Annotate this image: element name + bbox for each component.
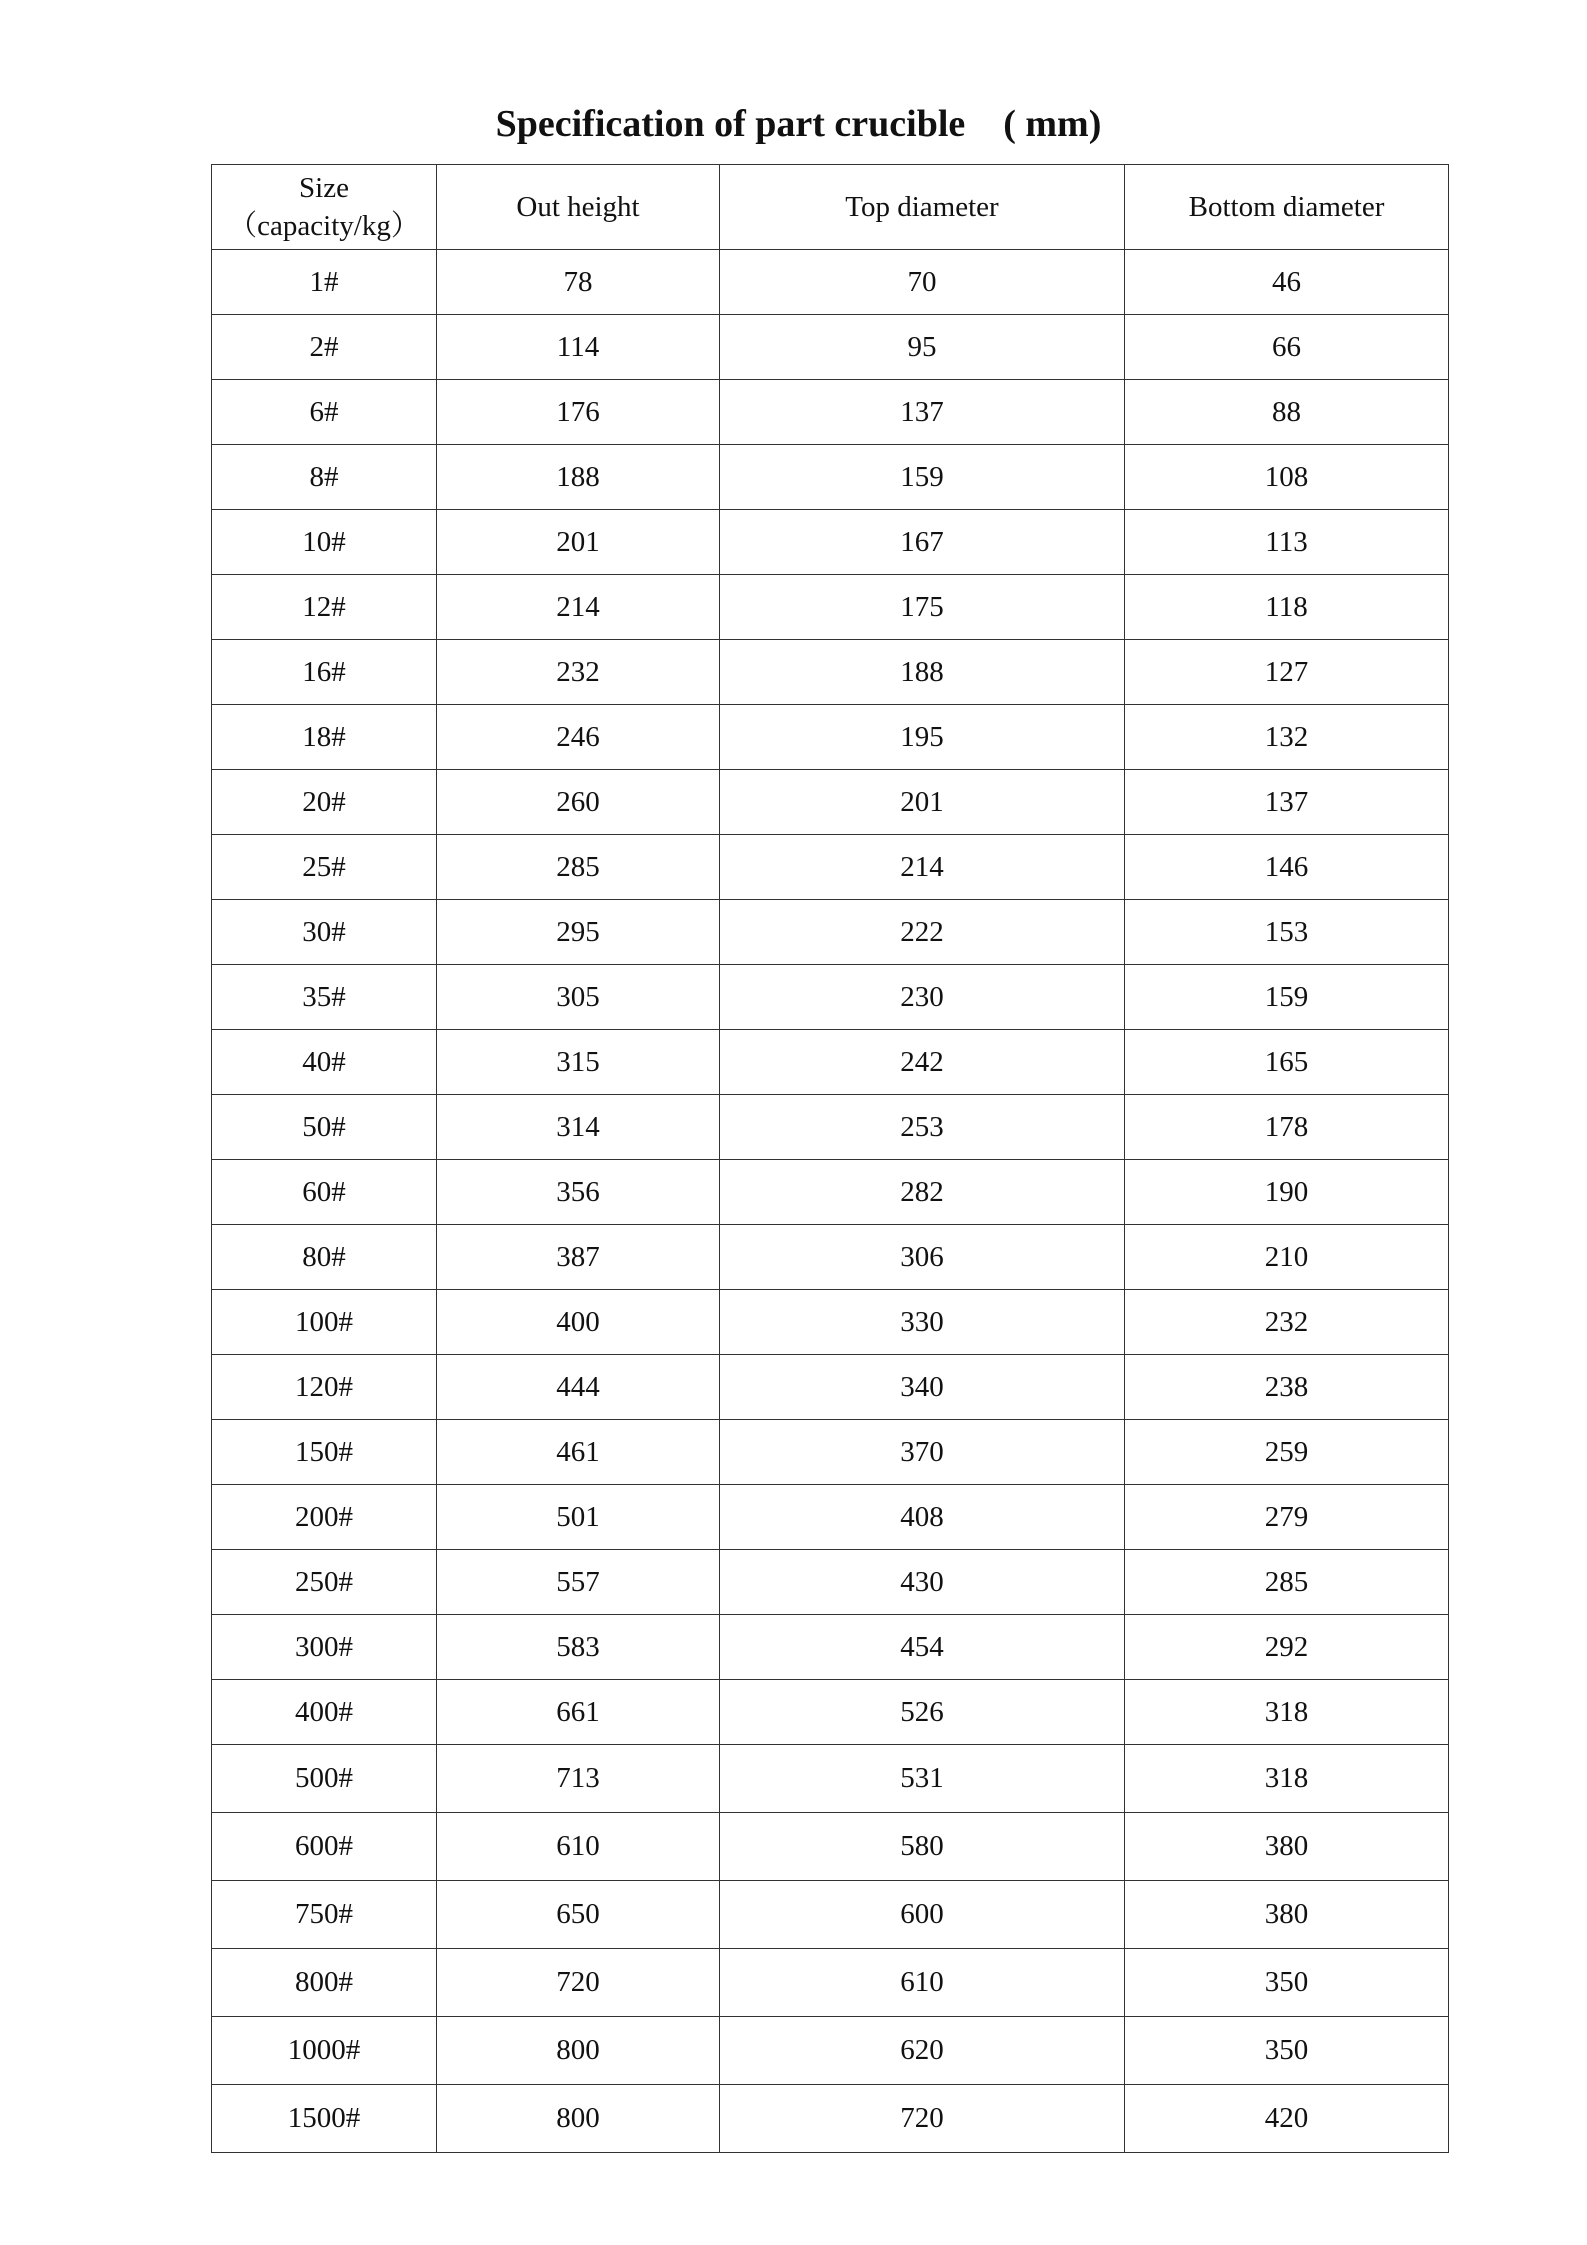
header-size (212, 165, 437, 250)
cell-bottom-diameter: 113 (1125, 510, 1449, 575)
table-row (212, 2017, 1449, 2085)
cell-size: 50# (212, 1095, 437, 1160)
cell-top-diameter: 408 (720, 1485, 1125, 1550)
table-row (212, 1225, 1449, 1290)
cell-out-height: 295 (437, 900, 720, 965)
cell-size: 8# (212, 445, 437, 510)
table-row (212, 380, 1449, 445)
cell-top-diameter: 242 (720, 1030, 1125, 1095)
cell-size: 1500# (212, 2085, 437, 2153)
table-row (212, 510, 1449, 575)
cell-out-height: 176 (437, 380, 720, 445)
cell-top-diameter: 430 (720, 1550, 1125, 1615)
cell-bottom-diameter: 88 (1125, 380, 1449, 445)
cell-size: 200# (212, 1485, 437, 1550)
cell-top-diameter: 340 (720, 1355, 1125, 1420)
cell-top-diameter: 580 (720, 1813, 1125, 1881)
table-row (212, 1485, 1449, 1550)
cell-out-height: 610 (437, 1813, 720, 1881)
title-text: Specification of part crucible (495, 103, 966, 145)
cell-size: 30# (212, 900, 437, 965)
cell-bottom-diameter: 165 (1125, 1030, 1449, 1095)
cell-top-diameter: 195 (720, 705, 1125, 770)
cell-bottom-diameter: 137 (1125, 770, 1449, 835)
cell-top-diameter: 214 (720, 835, 1125, 900)
cell-out-height: 305 (437, 965, 720, 1030)
cell-size: 600# (212, 1813, 437, 1881)
cell-bottom-diameter: 420 (1125, 2085, 1449, 2153)
cell-top-diameter: 175 (720, 575, 1125, 640)
cell-out-height: 232 (437, 640, 720, 705)
cell-out-height: 214 (437, 575, 720, 640)
cell-size: 60# (212, 1160, 437, 1225)
cell-out-height: 444 (437, 1355, 720, 1420)
cell-top-diameter: 253 (720, 1095, 1125, 1160)
header-size-unit: （capacity/kg） (228, 210, 420, 242)
cell-top-diameter: 370 (720, 1420, 1125, 1485)
cell-size: 400# (212, 1680, 437, 1745)
cell-size: 250# (212, 1550, 437, 1615)
cell-bottom-diameter: 66 (1125, 315, 1449, 380)
cell-size: 25# (212, 835, 437, 900)
cell-size: 40# (212, 1030, 437, 1095)
cell-out-height: 461 (437, 1420, 720, 1485)
header-size-label: Size (299, 172, 349, 204)
cell-top-diameter: 282 (720, 1160, 1125, 1225)
table-row (212, 250, 1449, 315)
cell-size: 10# (212, 510, 437, 575)
table-row (212, 445, 1449, 510)
cell-bottom-diameter: 380 (1125, 1881, 1449, 1949)
cell-size: 750# (212, 1881, 437, 1949)
table-row (212, 1160, 1449, 1225)
table-row (212, 770, 1449, 835)
cell-bottom-diameter: 232 (1125, 1290, 1449, 1355)
cell-top-diameter: 600 (720, 1881, 1125, 1949)
cell-size: 150# (212, 1420, 437, 1485)
cell-out-height: 400 (437, 1290, 720, 1355)
cell-size: 120# (212, 1355, 437, 1420)
cell-bottom-diameter: 108 (1125, 445, 1449, 510)
table-row (212, 965, 1449, 1030)
cell-size: 500# (212, 1745, 437, 1813)
table-row (212, 640, 1449, 705)
cell-out-height: 188 (437, 445, 720, 510)
table-row (212, 1030, 1449, 1095)
title-unit: ( mm) (1003, 103, 1102, 145)
cell-top-diameter: 720 (720, 2085, 1125, 2153)
cell-out-height: 315 (437, 1030, 720, 1095)
cell-bottom-diameter: 238 (1125, 1355, 1449, 1420)
cell-top-diameter: 330 (720, 1290, 1125, 1355)
cell-top-diameter: 306 (720, 1225, 1125, 1290)
cell-size: 1# (212, 250, 437, 315)
cell-out-height: 356 (437, 1160, 720, 1225)
cell-bottom-diameter: 153 (1125, 900, 1449, 965)
page-title (0, 96, 1587, 152)
cell-top-diameter: 454 (720, 1615, 1125, 1680)
cell-top-diameter: 610 (720, 1949, 1125, 2017)
cell-out-height: 78 (437, 250, 720, 315)
cell-size: 2# (212, 315, 437, 380)
cell-bottom-diameter: 318 (1125, 1680, 1449, 1745)
table-row (212, 1420, 1449, 1485)
cell-bottom-diameter: 380 (1125, 1813, 1449, 1881)
cell-top-diameter: 137 (720, 380, 1125, 445)
cell-top-diameter: 620 (720, 2017, 1125, 2085)
cell-size: 12# (212, 575, 437, 640)
cell-out-height: 720 (437, 1949, 720, 2017)
cell-out-height: 557 (437, 1550, 720, 1615)
cell-out-height: 260 (437, 770, 720, 835)
cell-out-height: 650 (437, 1881, 720, 1949)
cell-top-diameter: 95 (720, 315, 1125, 380)
cell-bottom-diameter: 350 (1125, 2017, 1449, 2085)
table-row (212, 900, 1449, 965)
cell-size: 35# (212, 965, 437, 1030)
cell-bottom-diameter: 178 (1125, 1095, 1449, 1160)
cell-top-diameter: 201 (720, 770, 1125, 835)
table-row (212, 1095, 1449, 1160)
cell-bottom-diameter: 292 (1125, 1615, 1449, 1680)
cell-top-diameter: 70 (720, 250, 1125, 315)
cell-size: 800# (212, 1949, 437, 2017)
cell-out-height: 285 (437, 835, 720, 900)
table-row (212, 315, 1449, 380)
cell-bottom-diameter: 127 (1125, 640, 1449, 705)
cell-bottom-diameter: 46 (1125, 250, 1449, 315)
cell-bottom-diameter: 259 (1125, 1420, 1449, 1485)
cell-out-height: 583 (437, 1615, 720, 1680)
cell-bottom-diameter: 190 (1125, 1160, 1449, 1225)
table-row (212, 1355, 1449, 1420)
cell-out-height: 314 (437, 1095, 720, 1160)
cell-size: 1000# (212, 2017, 437, 2085)
cell-out-height: 800 (437, 2017, 720, 2085)
cell-out-height: 387 (437, 1225, 720, 1290)
cell-bottom-diameter: 318 (1125, 1745, 1449, 1813)
cell-out-height: 201 (437, 510, 720, 575)
cell-out-height: 661 (437, 1680, 720, 1745)
table-row (212, 1680, 1449, 1745)
cell-top-diameter: 526 (720, 1680, 1125, 1745)
cell-out-height: 713 (437, 1745, 720, 1813)
table-row (212, 1615, 1449, 1680)
table-row (212, 575, 1449, 640)
cell-top-diameter: 230 (720, 965, 1125, 1030)
cell-bottom-diameter: 285 (1125, 1550, 1449, 1615)
cell-bottom-diameter: 146 (1125, 835, 1449, 900)
table-header (212, 165, 1449, 250)
cell-size: 18# (212, 705, 437, 770)
cell-top-diameter: 222 (720, 900, 1125, 965)
cell-out-height: 501 (437, 1485, 720, 1550)
cell-size: 16# (212, 640, 437, 705)
header-out-height: Out height (437, 165, 720, 250)
specification-table (211, 164, 1449, 2153)
table-row (212, 1745, 1449, 1813)
table-row (212, 835, 1449, 900)
header-row (212, 165, 1449, 250)
cell-size: 100# (212, 1290, 437, 1355)
cell-top-diameter: 531 (720, 1745, 1125, 1813)
header-top-diameter: Top diameter (720, 165, 1125, 250)
table-row (212, 2085, 1449, 2153)
cell-top-diameter: 159 (720, 445, 1125, 510)
cell-out-height: 114 (437, 315, 720, 380)
header-bottom-diameter: Bottom diameter (1125, 165, 1449, 250)
cell-size: 80# (212, 1225, 437, 1290)
table-row (212, 1949, 1449, 2017)
cell-size: 300# (212, 1615, 437, 1680)
cell-out-height: 800 (437, 2085, 720, 2153)
cell-bottom-diameter: 210 (1125, 1225, 1449, 1290)
table-row (212, 1290, 1449, 1355)
table-row (212, 1881, 1449, 1949)
cell-top-diameter: 188 (720, 640, 1125, 705)
cell-out-height: 246 (437, 705, 720, 770)
table-body (212, 250, 1449, 2153)
cell-top-diameter: 167 (720, 510, 1125, 575)
cell-bottom-diameter: 279 (1125, 1485, 1449, 1550)
cell-bottom-diameter: 350 (1125, 1949, 1449, 2017)
cell-size: 20# (212, 770, 437, 835)
cell-bottom-diameter: 159 (1125, 965, 1449, 1030)
cell-bottom-diameter: 132 (1125, 705, 1449, 770)
cell-size: 6# (212, 380, 437, 445)
table-row (212, 1813, 1449, 1881)
cell-bottom-diameter: 118 (1125, 575, 1449, 640)
table-row (212, 705, 1449, 770)
table-row (212, 1550, 1449, 1615)
